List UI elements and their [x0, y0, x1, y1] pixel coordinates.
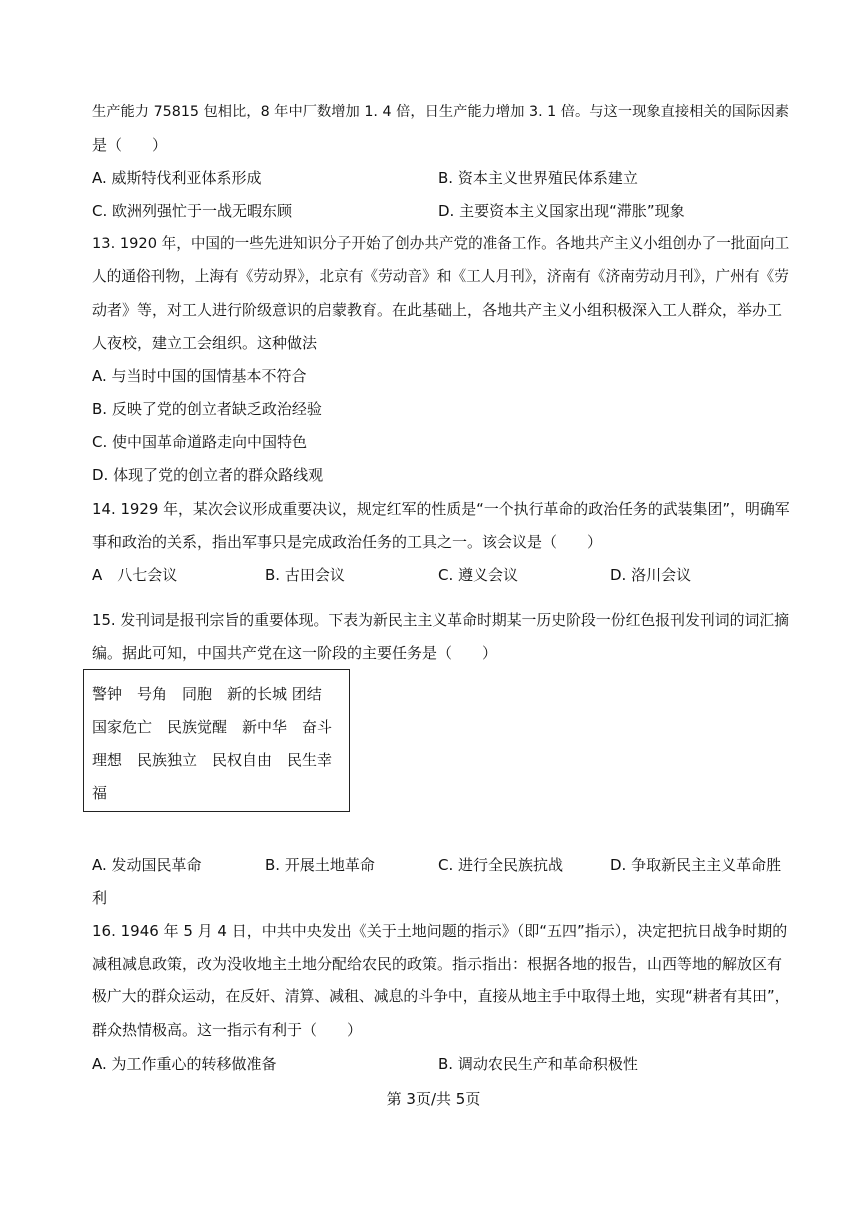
page-number-footer: 第 3页/共 5页 [386, 1090, 481, 1108]
q15-vocabulary-box [83, 669, 350, 812]
q14-option-d: D. 洛川会议 [610, 566, 692, 584]
q12-option-c: C. 欧洲列强忙于一战无暇东顾 [92, 202, 293, 220]
q13-stem-line-3: 动者》等，对工人进行阶级意识的启蒙教育。在此基础上，各地共产主义小组积极深入工人群众，举办工 [92, 301, 783, 319]
q15-box-line-1: 警钟 号角 同胞 新的长城 团结 [92, 685, 322, 703]
q15-box-line-2: 国家危亡 民族觉醒 新中华 奋斗 [92, 718, 333, 736]
q13-option-d: D. 体现了党的创立者的群众路线观 [92, 466, 324, 484]
q15-option-a: A. 发动国民革命 [92, 856, 202, 874]
q12-option-a: A. 威斯特伐利亚体系形成 [92, 169, 262, 187]
q13-stem-line-4: 人夜校，建立工会组织。这种做法 [92, 334, 318, 352]
q13-stem-line-2: 人的通俗刊物，上海有《劳动界》，北京有《劳动音》和《工人月刊》，济南有《济南劳动月刊》，广州有《劳 [92, 268, 789, 285]
q16-stem-line-1: 16. 1946 年 5 月 4 日，中共中央发出《关于土地问题的指示》（即“五四”指示），决定把抗日战争时期的 [92, 922, 788, 940]
q15-option-c: C. 进行全民族抗战 [438, 856, 564, 874]
q16-option-b: B. 调动农民生产和革命积极性 [438, 1055, 638, 1073]
q16-stem-line-3: 极广大的群众运动，在反奸、清算、减租、减息的斗争中，直接从地主手中取得土地，实现“耕者有其田”， [92, 988, 790, 1005]
q15-stem-line-2: 编。据此可知，中国共产党在这一阶段的主要任务是（ ） [92, 644, 498, 662]
q14-stem-line-1: 14. 1929 年，某次会议形成重要决议，规定红军的性质是“一个执行革命的政治任务的武装集团”，明确军 [92, 500, 790, 518]
q15-option-b: B. 开展土地革命 [265, 856, 375, 874]
q12-option-b: B. 资本主义世界殖民体系建立 [438, 169, 638, 187]
q14-option-b: B. 古田会议 [265, 566, 345, 584]
q14-stem-line-2: 事和政治的关系，指出军事只是完成政治任务的工具之一。该会议是（ ） [92, 533, 603, 551]
q12-stem-line-2: 是（ ） [92, 136, 168, 154]
q15-stem-line-1: 15. 发刊词是报刊宗旨的重要体现。下表为新民主主义革命时期某一历史阶段一份红色报刊发刊词的词汇摘 [92, 611, 790, 629]
q14-option-c: C. 遵义会议 [438, 566, 519, 584]
q15-box-line-3: 理想 民族独立 民权自由 民生幸 [92, 751, 333, 769]
q16-stem-line-2: 减租减息政策，改为没收地主土地分配给农民的政策。指示指出：根据各地的报告，山西等地的解放区有 [92, 955, 783, 973]
q12-stem-line-1: 生产能力 75815 包相比，8 年中厂数增加 1. 4 倍，日生产能力增加 3. 1 倍。与这一现象直接相关的国际因素 [92, 104, 789, 120]
q12-option-d: D. 主要资本主义国家出现“滞胀”现象 [438, 202, 685, 220]
q13-stem-line-1: 13. 1920 年，中国的一些先进知识分子开始了创办共产党的准备工作。各地共产主义小组创办了一批面向工 [92, 235, 790, 252]
q13-option-a: A. 与当时中国的国情基本不符合 [92, 367, 307, 385]
q15-option-d: D. 争取新民主主义革命胜 [610, 856, 782, 874]
q13-option-b: B. 反映了党的创立者缺乏政治经验 [92, 400, 322, 418]
q15-option-d-continued: 利 [92, 889, 108, 907]
q13-option-c: C. 使中国革命道路走向中国特色 [92, 433, 308, 451]
q15-box-line-4: 福 [92, 784, 108, 802]
q14-option-a: A 八七会议 [92, 566, 178, 584]
q16-option-a: A. 为工作重心的转移做准备 [92, 1055, 277, 1073]
q16-stem-line-4: 群众热情极高。这一指示有利于（ ） [92, 1021, 363, 1039]
